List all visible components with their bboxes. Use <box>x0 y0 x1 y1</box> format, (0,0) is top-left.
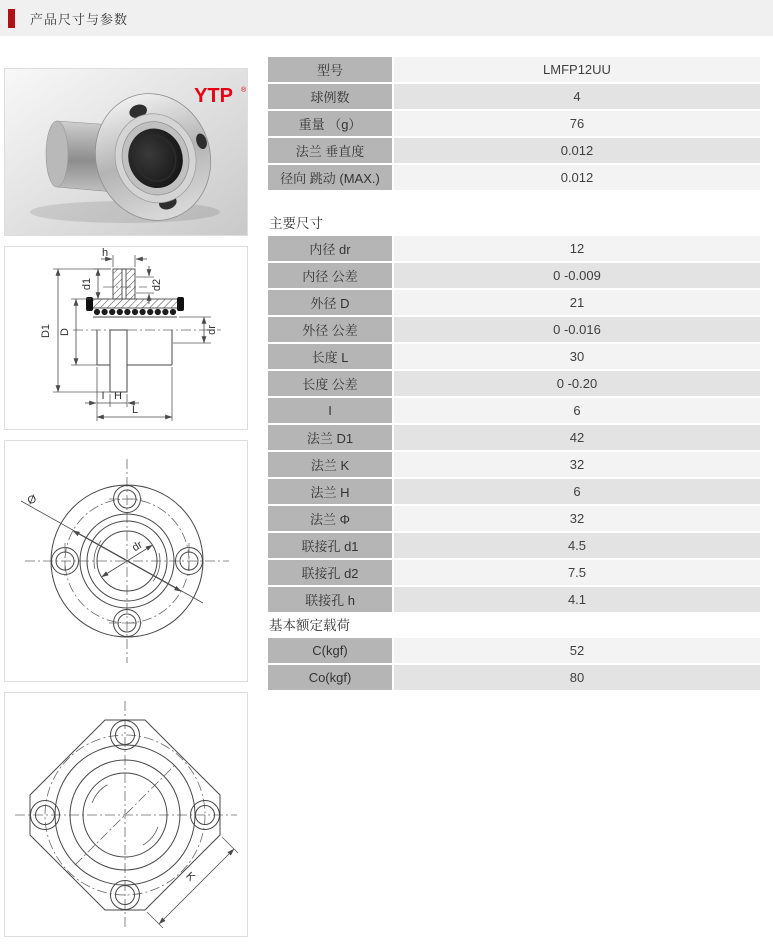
dim-label-D1: D1 <box>40 323 52 339</box>
spec-row-label: 长度 公差 <box>268 371 392 396</box>
dim-label-phi: Ø <box>26 493 38 508</box>
dim-label-D: D <box>59 328 71 336</box>
square-flange-box <box>4 692 248 937</box>
spec-row-label: Co(kgf) <box>268 665 392 690</box>
brand-registered-mark: ® <box>241 87 247 94</box>
basic-spec-table <box>268 57 760 190</box>
round-flange-box <box>4 440 248 682</box>
spec-row-label: 外径 公差 <box>268 317 392 342</box>
spec-row-value: 0 -0.20 <box>394 371 760 396</box>
load-section-title: 基本额定载荷 <box>269 618 350 633</box>
spec-row-value: LMFP12UU <box>394 57 760 82</box>
image-column <box>4 68 248 947</box>
spec-row-value: 0.012 <box>394 138 760 163</box>
dim-label-L: L <box>131 404 139 416</box>
dim-label-d1: d1 <box>81 277 93 291</box>
dimensions-spec-table <box>268 236 760 612</box>
spec-row-value: 52 <box>394 638 760 663</box>
dim-label-dr: dr <box>206 325 218 335</box>
spec-row-value: 32 <box>394 506 760 531</box>
spec-row-label: 重量 （g） <box>268 111 392 136</box>
product-photo-box <box>4 68 248 236</box>
load-spec-table <box>268 638 760 690</box>
spec-row-label: 联接孔 d2 <box>268 560 392 585</box>
spec-row-value: 6 <box>394 479 760 504</box>
spec-row-value: 80 <box>394 665 760 690</box>
square-flange-drawing <box>5 693 247 936</box>
spec-row-label: 法兰 垂直度 <box>268 138 392 163</box>
dimensions-section-title: 主要尺寸 <box>269 216 323 231</box>
spec-row-label: 法兰 Φ <box>268 506 392 531</box>
spec-row-label: 长度 L <box>268 344 392 369</box>
spec-row-label: 内径 dr <box>268 236 392 261</box>
dim-label-I: I <box>101 390 105 402</box>
spec-row-label: 型号 <box>268 57 392 82</box>
dim-label-dr-front: dr <box>130 538 145 555</box>
spec-row-label: 法兰 D1 <box>268 425 392 450</box>
spec-row-label: 内径 公差 <box>268 263 392 288</box>
spec-row-label: 法兰 K <box>268 452 392 477</box>
spec-row-value: 30 <box>394 344 760 369</box>
spec-row-label: 外径 D <box>268 290 392 315</box>
side-section-box <box>4 246 248 430</box>
spec-column <box>268 57 760 690</box>
spec-row-value: 7.5 <box>394 560 760 585</box>
spec-row-label: 法兰 H <box>268 479 392 504</box>
spec-row-value: 42 <box>394 425 760 450</box>
round-flange-drawing <box>5 441 247 681</box>
dim-label-H: H <box>114 390 122 402</box>
spec-row-value: 6 <box>394 398 760 423</box>
spec-row-value: 4.1 <box>394 587 760 612</box>
dim-label-d2: d2 <box>151 278 163 292</box>
spec-row-label: C(kgf) <box>268 638 392 663</box>
spec-row-value: 21 <box>394 290 760 315</box>
spec-row-label: I <box>268 398 392 423</box>
spec-row-value: 76 <box>394 111 760 136</box>
spec-row-label: 联接孔 h <box>268 587 392 612</box>
page-title: 产品尺寸与参数 <box>30 11 129 27</box>
brand-logo: YTP <box>194 85 233 107</box>
spec-row-value: 0 -0.016 <box>394 317 760 342</box>
spec-row-value: 12 <box>394 236 760 261</box>
spec-row-value: 0.012 <box>394 165 760 190</box>
spec-row-label: 联接孔 d1 <box>268 533 392 558</box>
spec-row-value: 4 <box>394 84 760 109</box>
spec-row-value: 32 <box>394 452 760 477</box>
spec-row-value: 4.5 <box>394 533 760 558</box>
product-photo <box>5 69 247 235</box>
spec-row-label: 径向 跳动 (MAX.) <box>268 165 392 190</box>
side-section-drawing <box>5 247 247 429</box>
accent-bar <box>8 9 15 28</box>
dim-label-h: h <box>101 247 109 259</box>
spec-row-label: 球例数 <box>268 84 392 109</box>
page-header <box>0 0 773 36</box>
spec-row-value: 0 -0.009 <box>394 263 760 288</box>
dim-label-K: K <box>183 870 197 884</box>
